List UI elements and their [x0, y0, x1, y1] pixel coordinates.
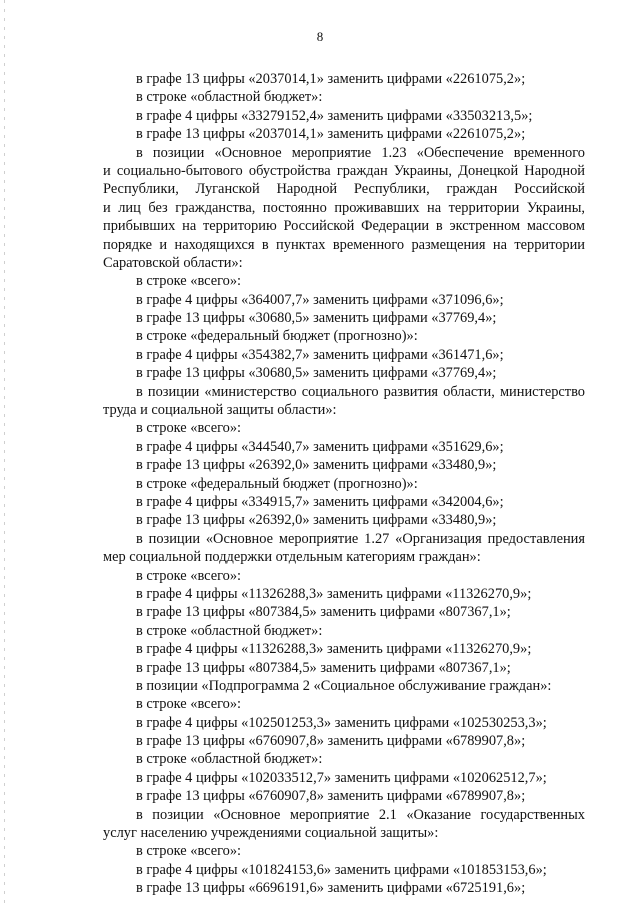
text-line: в графе 13 цифры «26392,0» заменить цифрами «33480,9»; — [136, 512, 497, 529]
text-line: в графе 13 цифры «26392,0» заменить цифрами «33480,9»; — [136, 457, 497, 474]
text-line: в позиции «Подпрограмма 2 «Социальное обслуживание граждан»: — [136, 677, 552, 694]
text-line: в графе 13 цифры «30680,5» заменить цифрами «37769,4»; — [136, 310, 497, 327]
text-line: в графе 4 цифры «354382,7» заменить цифрами «361471,6»; — [136, 346, 504, 363]
page-number: 8 — [316, 29, 324, 44]
text-line: в позиции «Основное мероприятие 2.1 «Оказание государственных — [136, 806, 585, 823]
text-line: порядке и находящихся в пунктах временного размещения на территории — [103, 236, 585, 253]
text-line: в графе 13 цифры «6696191,6» заменить цифрами «6725191,6»; — [136, 880, 526, 897]
document-body — [103, 70, 585, 898]
text-line: в графе 4 цифры «364007,7» заменить цифрами «371096,6»; — [136, 291, 504, 308]
text-line: прибывших на территорию Российской Федерации в экстренном массовом — [103, 218, 585, 235]
text-line: мер социальной поддержки отдельным категориям граждан»: — [103, 549, 481, 566]
text-line: в графе 4 цифры «33279152,4» заменить цифрами «33503213,5»; — [136, 107, 533, 124]
scan-edge-marks — [4, 0, 5, 905]
text-line: в графе 13 цифры «807384,5» заменить цифрами «807367,1»; — [136, 659, 511, 676]
text-line: в строке «всего»: — [136, 696, 242, 713]
text-line: Республики, Луганской Народной Республики, граждан Российской — [103, 181, 585, 198]
text-line: в позиции «Основное мероприятие 1.23 «Обеспечение временного — [136, 144, 585, 161]
text-line: в строке «всего»: — [136, 273, 242, 290]
text-line: в графе 13 цифры «2037014,1» заменить цифрами «2261075,2»; — [136, 71, 526, 87]
text-line: в строке «всего»: — [136, 843, 242, 860]
text-line: в графе 4 цифры «11326288,3» заменить цифрами «11326270,9»; — [136, 585, 532, 602]
text-line: в строке «всего»: — [136, 567, 242, 584]
text-line: Саратовской области»: — [103, 254, 243, 271]
text-line: в строке «федеральный бюджет (прогнозно)»: — [136, 475, 418, 492]
text-line: в графе 4 цифры «11326288,3» заменить цифрами «11326270,9»; — [136, 641, 532, 658]
text-line: в графе 4 цифры «344540,7» заменить цифрами «351629,6»; — [136, 438, 504, 455]
text-line: в графе 13 цифры «2037014,1» заменить цифрами «2261075,2»; — [136, 126, 526, 143]
text-line: в строке «всего»: — [136, 420, 242, 437]
text-line: в графе 13 цифры «6760907,8» заменить цифрами «6789907,8»; — [136, 788, 526, 805]
text-line: в графе 13 цифры «6760907,8» заменить цифрами «6789907,8»; — [136, 733, 526, 750]
text-line: и социально-бытового обустройства граждан Украины, Донецкой Народной — [103, 162, 585, 179]
text-line: в графе 4 цифры «102033512,7» заменить цифрами «102062512,7»; — [136, 769, 547, 786]
text-line: труда и социальной защиты области»: — [103, 402, 337, 419]
text-line: в позиции «министерство социального развития области, министерство — [136, 383, 585, 400]
text-line: в строке «федеральный бюджет (прогнозно)»: — [136, 328, 418, 345]
text-line: в графе 4 цифры «102501253,3» заменить цифрами «102530253,3»; — [136, 714, 547, 731]
text-line: услуг населению учреждениями социальной защиты»: — [103, 825, 439, 842]
text-line: в позиции «Основное мероприятие 1.27 «Организация предоставления — [136, 530, 585, 547]
text-line: в графе 13 цифры «30680,5» заменить цифрами «37769,4»; — [136, 365, 497, 382]
text-line: в строке «областной бюджет»: — [136, 751, 323, 768]
text-line: в графе 4 цифры «334915,7» заменить цифрами «342004,6»; — [136, 493, 504, 510]
text-line: в строке «областной бюджет»: — [136, 89, 323, 106]
text-line: в строке «областной бюджет»: — [136, 622, 323, 639]
text-line: и лиц без гражданства, постоянно проживавших на территории Украины, — [103, 199, 585, 216]
text-line: в графе 4 цифры «101824153,6» заменить цифрами «101853153,6»; — [136, 861, 547, 878]
text-line: в графе 13 цифры «807384,5» заменить цифрами «807367,1»; — [136, 604, 511, 621]
